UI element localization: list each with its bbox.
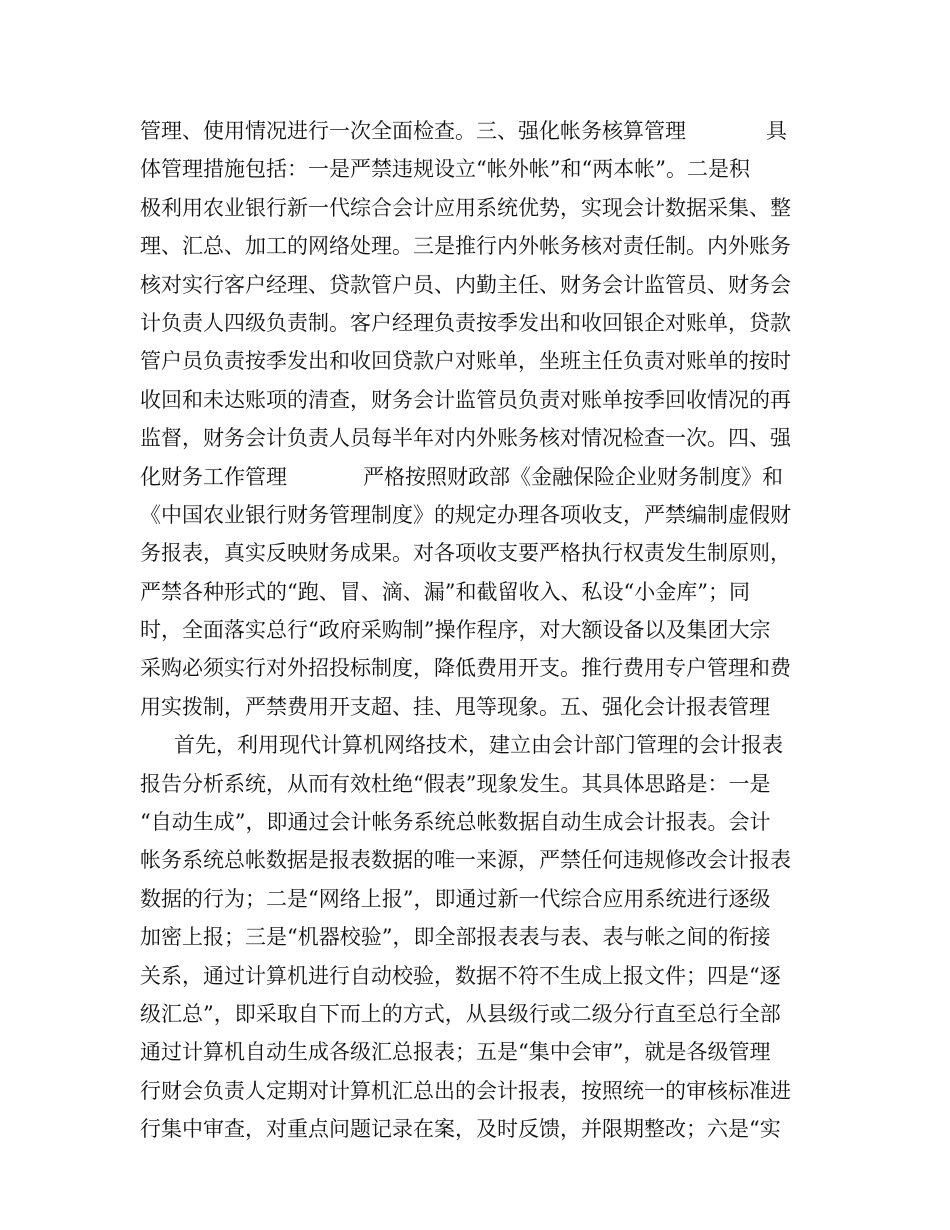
text-line [140, 765, 812, 803]
text-line [140, 726, 812, 764]
text-line [140, 381, 812, 419]
text-line [140, 496, 812, 534]
text-segment: 理、汇总、加工的网络处理。三是推行内外帐务核对责任制。内外账务 [140, 234, 791, 259]
text-segment: 监督，财务会计负责人员每半年对内外账务核对情况检查一次。四、强 [140, 426, 791, 451]
text-segment: 加密上报；三是“机器校验”，即全部报表表与表、表与帐之间的衔接 [140, 925, 771, 950]
text-line [140, 880, 812, 918]
text-line [140, 227, 812, 265]
text-segment: 报告分析系统，从而有效杜绝“假表”现象发生。其具体思路是：一是 [140, 771, 771, 796]
text-segment: 时，全面落实总行“政府采购制”操作程序，对大额设备以及集团大宗 [140, 618, 771, 643]
text-segment: 用实拨制，严禁费用开支超、挂、甩等现象。五、强化会计报表管理 [140, 694, 770, 719]
text-line [140, 419, 812, 457]
text-segment: 行财会负责人定期对计算机汇总出的会计报表，按照统一的审核标准进 [140, 1078, 791, 1103]
text-segment: 《中国农业银行财务管理制度》的规定办理各项收支，严禁编制虚假财 [140, 502, 791, 527]
text-line [140, 189, 812, 227]
text-line [140, 803, 812, 841]
text-segment: 级汇总”，即采取自下而上的方式，从县级行或二级分行直至总行全部 [140, 1001, 781, 1026]
text-line [140, 688, 812, 726]
document-body [140, 112, 812, 1149]
text-segment: 务报表，真实反映财务成果。对各项收支要严格执行权责发生制原则， [140, 541, 791, 566]
text-line [140, 957, 812, 995]
text-line [140, 112, 812, 150]
text-line [140, 534, 812, 572]
text-segment: 关系，通过计算机进行自动校验，数据不符不生成上报文件；四是“逐 [140, 963, 781, 988]
text-segment: 极利用农业银行新一代综合会计应用系统优势，实现会计数据采集、整 [140, 195, 791, 220]
text-line [140, 841, 812, 879]
text-line [140, 458, 812, 496]
text-segment: 通过计算机自动生成各级汇总报表；五是“集中会审”，就是各级管理 [140, 1040, 771, 1065]
text-line [140, 342, 812, 380]
text-line [140, 1072, 812, 1110]
text-segment: 管户员负责按季发出和收回贷款户对账单，坐班主任负责对账单的按时 [140, 349, 791, 374]
text-segment: 具 [766, 119, 787, 143]
text-segment: 管理、使用情况进行一次全面检查。三、强化帐务核算管理 [140, 119, 686, 143]
text-segment: 数据的行为；二是“网络上报”，即通过新一代综合应用系统进行逐级 [140, 886, 771, 911]
text-segment: 体管理措施包括：一是严禁违规设立“帐外帐”和“两本帐”。二是积 [140, 157, 750, 182]
text-line [140, 995, 812, 1033]
text-line [140, 573, 812, 611]
text-segment: 帐务系统总帐数据是报表数据的唯一来源，严禁任何违规修改会计报表 [140, 848, 791, 873]
text-segment: “自动生成”，即通过会计帐务系统总帐数据自动生成会计报表。会计 [140, 810, 771, 835]
text-line [140, 150, 812, 188]
text-line [140, 649, 812, 687]
text-line [140, 918, 812, 956]
text-line [140, 1033, 812, 1071]
text-segment: 收回和未达账项的清查，财务会计监管员负责对账单按季回收情况的再 [140, 387, 791, 412]
text-segment: 严格按照财政部《金融保险企业财务制度》和 [363, 464, 783, 489]
text-line [140, 1110, 812, 1148]
text-segment: 化财务工作管理 [140, 464, 287, 489]
text-segment: 采购必须实行对外招投标制度，降低费用开支。推行费用专户管理和费 [140, 656, 791, 681]
text-segment: 首先，利用现代计算机网络技术，建立由会计部门管理的会计报表 [174, 733, 783, 758]
text-segment: 行集中审查，对重点问题记录在案，及时反馈，并限期整改；六是“实 [140, 1117, 781, 1142]
text-line [140, 304, 812, 342]
text-segment: 核对实行客户经理、贷款管户员、内勤主任、财务会计监管员、财务会 [140, 272, 791, 297]
text-line [140, 611, 812, 649]
text-segment: 计负责人四级负责制。客户经理负责按季发出和收回银企对账单，贷款 [140, 310, 791, 335]
text-line [140, 266, 812, 304]
text-segment: 严禁各种形式的“跑、冒、滴、漏”和截留收入、私设“小金库”；同 [140, 579, 750, 604]
